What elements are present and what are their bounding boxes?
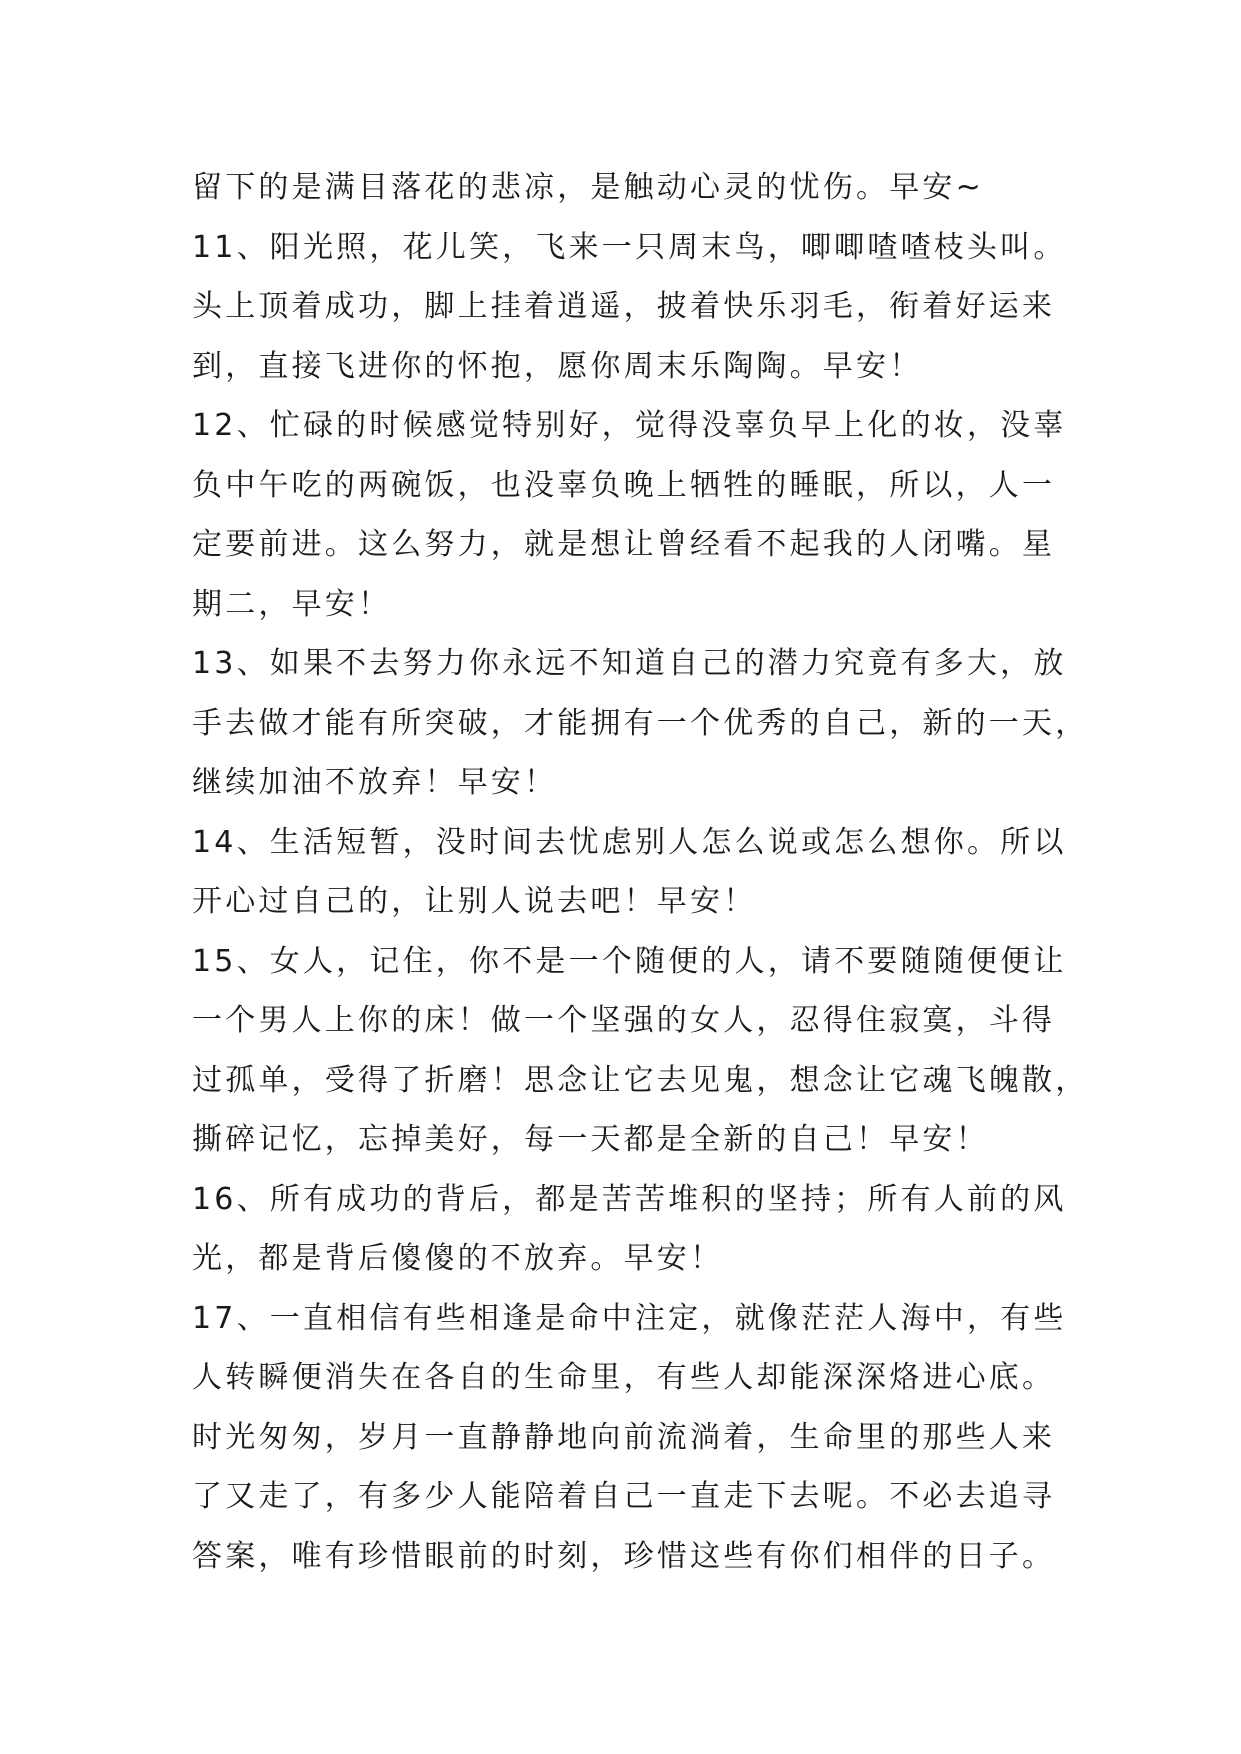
- text-line: 定要前进。这么努力，就是想让曾经看不起我的人闭嘴。星: [192, 527, 1056, 562]
- text-line: 13、如果不去努力你永远不知道自己的潜力究竟有多大，放: [192, 646, 1067, 681]
- text-line: 负中午吃的两碗饭，也没辜负晚上牺牲的睡眠，所以，人一: [192, 467, 1056, 503]
- text-line: 光，都是背后傻傻的不放弃。早安！: [192, 1241, 724, 1276]
- text-line: 期二，早安！: [192, 586, 392, 622]
- text-line: 撕碎记忆，忘掉美好，每一天都是全新的自己！早安！: [192, 1122, 989, 1157]
- text-line: 了又走了，有多少人能陪着自己一直走下去呢。不必去追寻: [192, 1479, 1056, 1514]
- document-body: [192, 158, 1092, 1586]
- text-line: 过孤单，受得了折磨！思念让它去见鬼，想念让它魂飞魄散，: [192, 1062, 1089, 1098]
- text-line: 17、一直相信有些相逢是命中注定，就像茫茫人海中，有些: [192, 1300, 1067, 1336]
- text-line: 12、忙碌的时候感觉特别好，觉得没辜负早上化的妆，没辜: [192, 408, 1067, 443]
- text-line: 14、生活短暂，没时间去忧虑别人怎么说或怎么想你。所以: [192, 824, 1067, 860]
- text-line: 人转瞬便消失在各自的生命里，有些人却能深深烙进心底。: [192, 1360, 1056, 1395]
- text-line: 15、女人，记住，你不是一个随便的人，请不要随随便便让: [192, 943, 1067, 979]
- text-line: 答案，唯有珍惜眼前的时刻，珍惜这些有你们相伴的日子。: [192, 1538, 1056, 1574]
- text-line: 留下的是满目落花的悲凉，是触动心灵的忧伤。早安~: [192, 170, 984, 205]
- text-line: 11、阳光照，花儿笑，飞来一只周末鸟，唧唧喳喳枝头叫。: [192, 229, 1067, 265]
- text-line: 头上顶着成功，脚上挂着逍遥，披着快乐羽毛，衔着好运来: [192, 289, 1056, 324]
- text-line: 时光匆匆，岁月一直静静地向前流淌着，生命里的那些人来: [192, 1419, 1056, 1455]
- text-line: 一个男人上你的床！做一个坚强的女人，忍得住寂寞，斗得: [192, 1003, 1056, 1038]
- text-line: 开心过自己的，让别人说去吧！早安！: [192, 884, 757, 919]
- text-line: 手去做才能有所突破，才能拥有一个优秀的自己，新的一天，: [192, 705, 1089, 741]
- text-line: 16、所有成功的背后，都是苦苦堆积的坚持；所有人前的风: [192, 1181, 1067, 1217]
- text-line: 继续加油不放弃！早安！: [192, 765, 558, 800]
- text-line: 到，直接飞进你的怀抱，愿你周末乐陶陶。早安！: [192, 348, 923, 384]
